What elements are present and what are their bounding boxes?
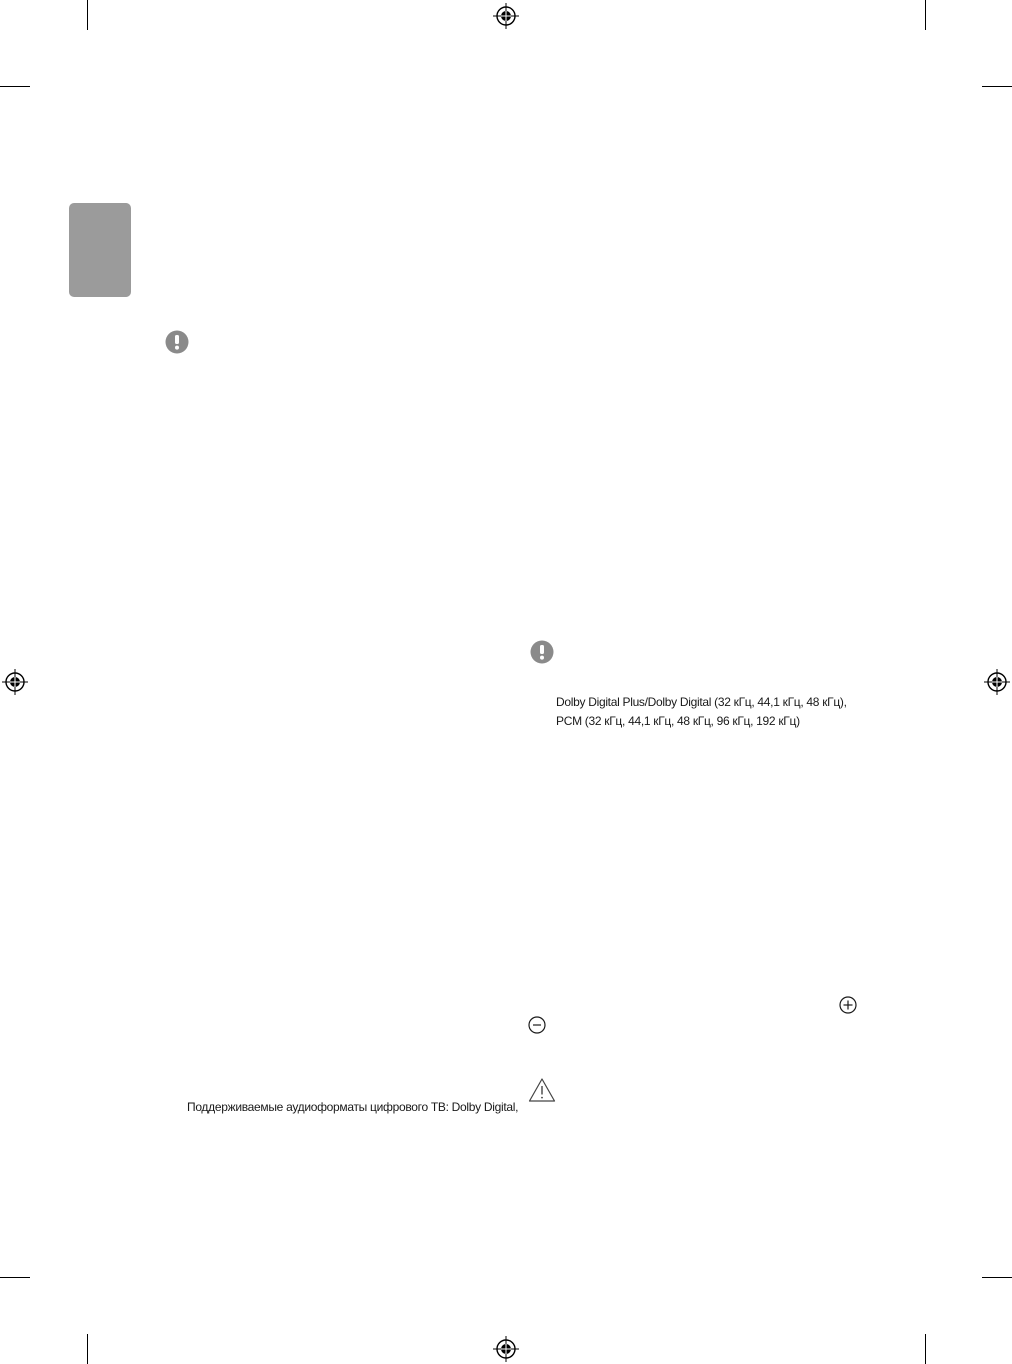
crop-mark-right-top [982,86,1012,87]
registration-mark-left-icon [2,669,28,695]
warning-triangle-icon [528,1077,556,1103]
plus-terminal-icon [839,996,857,1014]
right-audio-formats-line-1: Dolby Digital Plus/Dolby Digital (32 кГц, 44,1 кГц, 48 кГц), [556,695,847,709]
crop-mark-left-bottom [0,1277,30,1278]
crop-mark-right-bottom [982,1277,1012,1278]
crop-mark-bottom-right [925,1334,926,1364]
left-audio-formats-text: Поддерживаемые аудиоформаты цифрового ТВ: Dolby Digital, [187,1100,519,1114]
language-tab [69,203,131,297]
crop-mark-top-left [87,0,88,30]
crop-mark-top-right [925,0,926,30]
registration-mark-bottom-icon [493,1336,519,1362]
registration-mark-top-icon [493,3,519,29]
crop-mark-bottom-left [87,1334,88,1364]
note-icon [165,330,189,354]
crop-mark-left-top [0,86,30,87]
right-audio-formats-line-2: PCM (32 кГц, 44,1 кГц, 48 кГц, 96 кГц, 192 кГц) [556,714,800,728]
note-icon [530,640,554,664]
minus-terminal-icon [528,1016,546,1034]
registration-mark-right-icon [984,669,1010,695]
